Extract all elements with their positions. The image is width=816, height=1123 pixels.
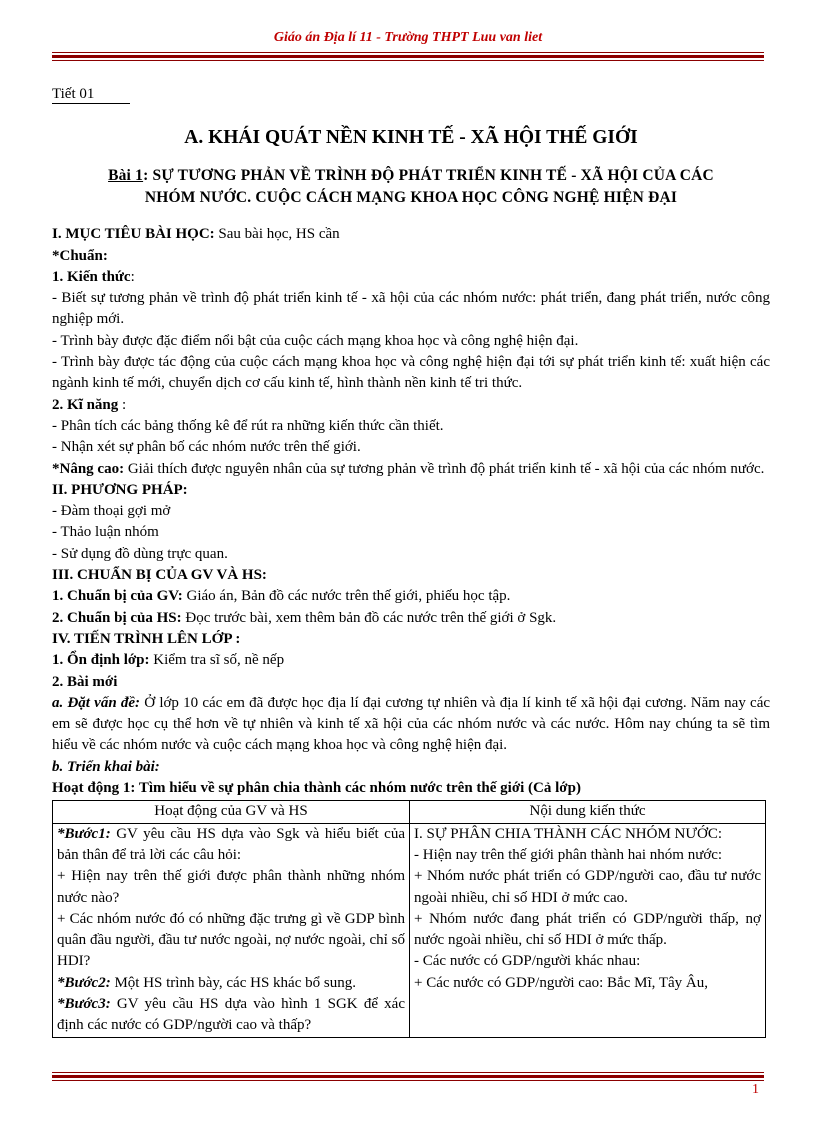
table-header: Nội dung kiến thức <box>410 801 766 823</box>
knowledge-item: - Biết sự tương phản về trình độ phát triển kinh tế - xã hội của các nhóm nước: phát triển, đang phát triển, nước công nghiệp mới. <box>52 290 770 328</box>
activity-heading: Hoạt động 1: Tìm hiểu về sự phân chia thành các nhóm nước trên thế giới (Cả lớp) <box>52 780 581 797</box>
skill-item: - Nhận xét sự phân bố các nhóm nước trên thế giới. <box>52 439 361 456</box>
objectives-section: I. MỤC TIÊU BÀI HỌC: Sau bài học, HS cần *Chuẩn: 1. Kiến thức: - Biết sự tương phản về trình độ phát triển kinh tế - xã hội của các nhóm nước: phát triển, đang phát triển, nước công nghiệp mới. - Trình bày được đặc điểm nổi bật của cuộc cách mạng khoa học và công nghệ hiện đại. - Trình bày được tác động của cuộc cách mạng khoa học và công nghệ hiện đại tới sự phát triển kinh tế: xuất hiện các ngành kinh tế mới, chuyển dịch cơ cấu kinh tế, hình thành nền kinh tế tri thức. 2. Kĩ năng : - Phân tích các bảng thống kê để rút ra những kiến thức cần thiết. - Nhận xét sự phân bố các nhóm nước trên thế giới. *Nâng cao: Giải thích được nguyên nhân của sự tương phản về trình độ phát triển kinh tế - xã hội của các nhóm nước. <box>52 226 770 477</box>
activity-table <box>52 800 766 1037</box>
preparation-section: III. CHUẨN BỊ CỦA GV VÀ HS: 1. Chuẩn bị của GV: Giáo án, Bản đồ các nước trên thế giới, phiếu học tập. 2. Chuẩn bị của HS: Đọc trước bài, xem thêm bản đồ các nước trên thế giới ở Sgk. <box>52 567 557 626</box>
knowledge-content-cell: I. SỰ PHÂN CHIA THÀNH CÁC NHÓM NƯỚC: - Hiện nay trên thế giới phân thành hai nhóm nước: + Nhóm nước phát triển có GDP/người cao, đầu tư nước ngoài nhiều, chỉ số HDI ở mức cao. + Nhóm nước đang phát triển có GDP/người thấp, nợ nước ngoài nhiều, chỉ số HDI ở mức thấp. - Các nước có GDP/người khác nhau: + Các nước có GDP/người cao: Bắc Mĩ, Tây Âu, <box>410 823 766 1037</box>
knowledge-item: - Trình bày được đặc điểm nổi bật của cuộc cách mạng khoa học và công nghệ hiện đại. <box>52 332 579 349</box>
section-title: A. KHÁI QUÁT NỀN KINH TẾ - XÃ HỘI THẾ GIỚI <box>184 127 638 149</box>
method-item: - Đàm thoại gợi mở <box>52 503 171 520</box>
method-item: - Sử dụng đồ dùng trực quan. <box>52 545 228 562</box>
methods-section: II. PHƯƠNG PHÁP: - Đàm thoại gợi mở - Thảo luận nhóm - Sử dụng đồ dùng trực quan. <box>52 480 770 565</box>
method-item: - Thảo luận nhóm <box>52 524 159 541</box>
page-header: Giáo án Địa lí 11 - Trường THPT Luu van liet <box>273 30 543 45</box>
lesson-title: Bài 1: SỰ TƯƠNG PHẢN VỀ TRÌNH ĐỘ PHÁT TRIỂN KINH TẾ - XÃ HỘI CỦA CÁC NHÓM NƯỚC. CUỘC CÁCH MẠNG KHOA HỌC CÔNG NGHỆ HIỆN ĐẠI <box>108 167 714 207</box>
table-header: Hoạt động của GV và HS <box>53 801 410 823</box>
skill-item: - Phân tích các bảng thống kê để rút ra những kiến thức cần thiết. <box>52 417 444 434</box>
knowledge-item: - Trình bày được tác động của cuộc cách mạng khoa học và công nghệ hiện đại tới sự phát triển kinh tế: xuất hiện các ngành kinh tế mới, chuyển dịch cơ cấu kinh tế, hình thành nền kinh tế tri thức. <box>52 354 770 392</box>
document-body <box>52 84 770 1038</box>
lesson-label: Bài 1 <box>108 167 144 185</box>
footer-rule <box>52 1072 764 1081</box>
header-rule <box>52 52 764 61</box>
procedure-section: IV. TIẾN TRÌNH LÊN LỚP : 1. Ổn định lớp: Kiểm tra sĩ số, nề nếp 2. Bài mới a. Đặt vấn đề: Ở lớp 10 các em đã được học địa lí đại cương tự nhiên và địa lí kinh tế xã hội đại cương. Năm nay các em sẽ được học cụ thể hơn về tự nhiên và kinh tế xã hội của các nhóm nước và các nước. Hôm nay chúng ta sẽ tìm hiểu về các nhóm nước và cuộc cách mạng khoa học và công nghệ hiện đại. b. Triển khai bài: Hoạt động 1: Tìm hiểu về sự phân chia thành các nhóm nước trên thế giới (Cả lớp) <box>52 629 770 799</box>
teacher-activities-cell: *Bước1: GV yêu cầu HS dựa vào Sgk và hiểu biết của bản thân để trả lời các câu hỏi: + Hiện nay trên thế giới được phân thành những nhóm nước nào? + Các nhóm nước đó có những đặc trưng gì về GDP bình quân đầu người, đầu tư nước ngoài, nợ nước ngoài, chỉ số HDI? *Bước2: Một HS trình bày, các HS khác bổ sung. *Bước3: GV yêu cầu HS dựa vào hình 1 SGK để xác định các nước có GDP/người cao và thấp? <box>53 823 410 1037</box>
lesson-number: Tiết 01 <box>52 85 130 104</box>
page-number: 1 <box>752 1082 759 1097</box>
